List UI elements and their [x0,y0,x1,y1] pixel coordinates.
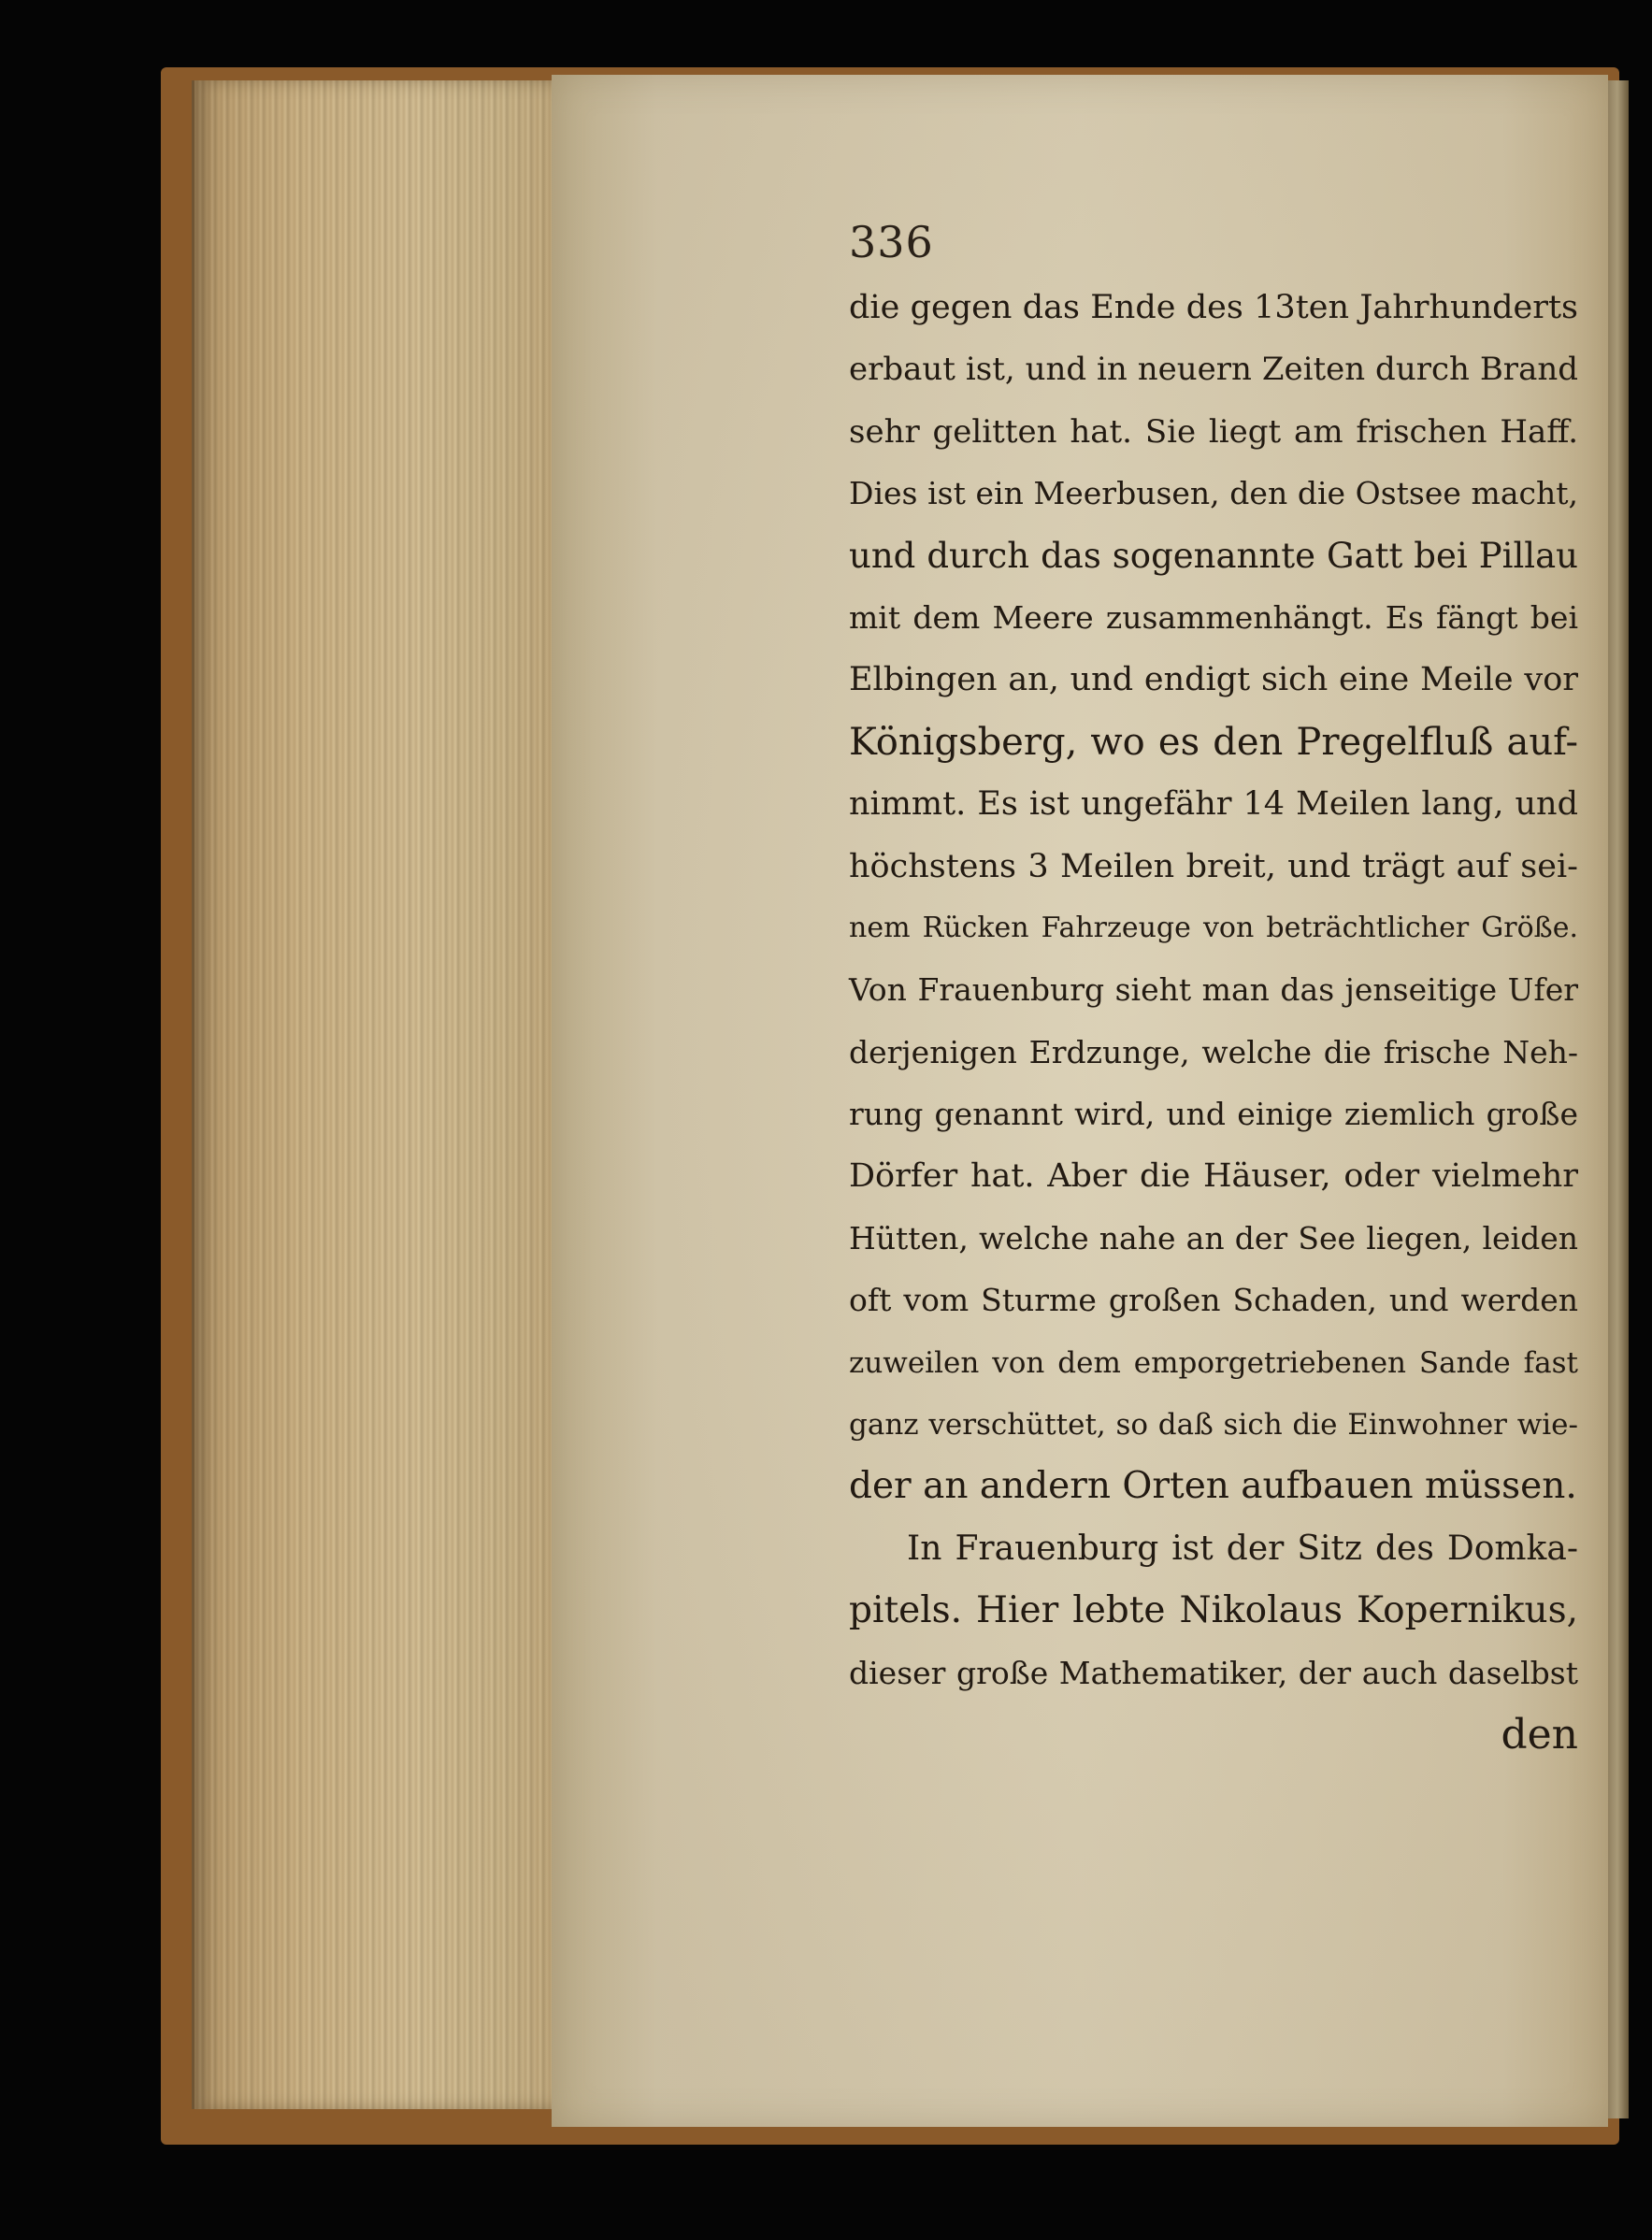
text-line: zuweilen von dem emporgetriebenen Sande fast [849,1345,1578,1380]
page-number: 336 [849,217,934,267]
text-line: ganz verschüttet, so daß sich die Einwohner wie- [849,1408,1578,1443]
text-line: Hütten, welche nahe an der See liegen, leiden [849,1219,1578,1256]
catchword: den [1501,1710,1578,1759]
text-line: Dörfer hat. Aber die Häuser, oder vielmehr [849,1157,1578,1196]
text-line: und durch das sogenannte Gatt bei Pillau [849,535,1578,576]
text-line: der an andern Orten aufbauen müssen. [849,1465,1577,1508]
text-line: oft vom Sturme großen Schaden, und werden [849,1282,1578,1319]
text-line: rung genannt wird, und einige ziemlich große [849,1096,1578,1133]
body-text [849,277,1578,1766]
text-line: höchstens 3 Meilen breit, und trägt auf sei- [849,847,1578,885]
text-line: Dies ist ein Meerbusen, den die Ostsee macht, [849,475,1578,512]
text-line: derjenigen Erdzunge, welche die frische Neh- [849,1033,1578,1070]
text-line: In Frauenburg ist der Sitz des Domka- [907,1529,1578,1568]
text-line: pitels. Hier lebte Nikolaus Kopernikus, [849,1589,1578,1632]
text-line: die gegen das Ende des 13ten Jahrhunderts [849,289,1578,326]
text-line: Elbingen an, und endigt sich eine Meile vor [849,661,1578,699]
text-line: mit dem Meere zusammenhängt. Es fängt bei [849,598,1578,636]
text-line: sehr gelitten hat. Sie liegt am frischen Haff. [849,412,1578,451]
text-line: Von Frauenburg sieht man das jenseitige Ufer [849,971,1578,1009]
text-line: nimmt. Es ist ungefähr 14 Meilen lang, und [849,785,1578,824]
text-line: nem Rücken Fahrzeuge von beträchtlicher Größe. [849,911,1578,944]
text-line: Königsberg, wo es den Pregelfluß auf- [849,720,1578,764]
page-stack-edges [192,80,561,2109]
text-line: erbaut ist, und in neuern Zeiten durch Brand [849,351,1578,389]
text-line: dieser große Mathematiker, der auch daselbst [849,1654,1578,1691]
text-page [552,75,1608,2127]
